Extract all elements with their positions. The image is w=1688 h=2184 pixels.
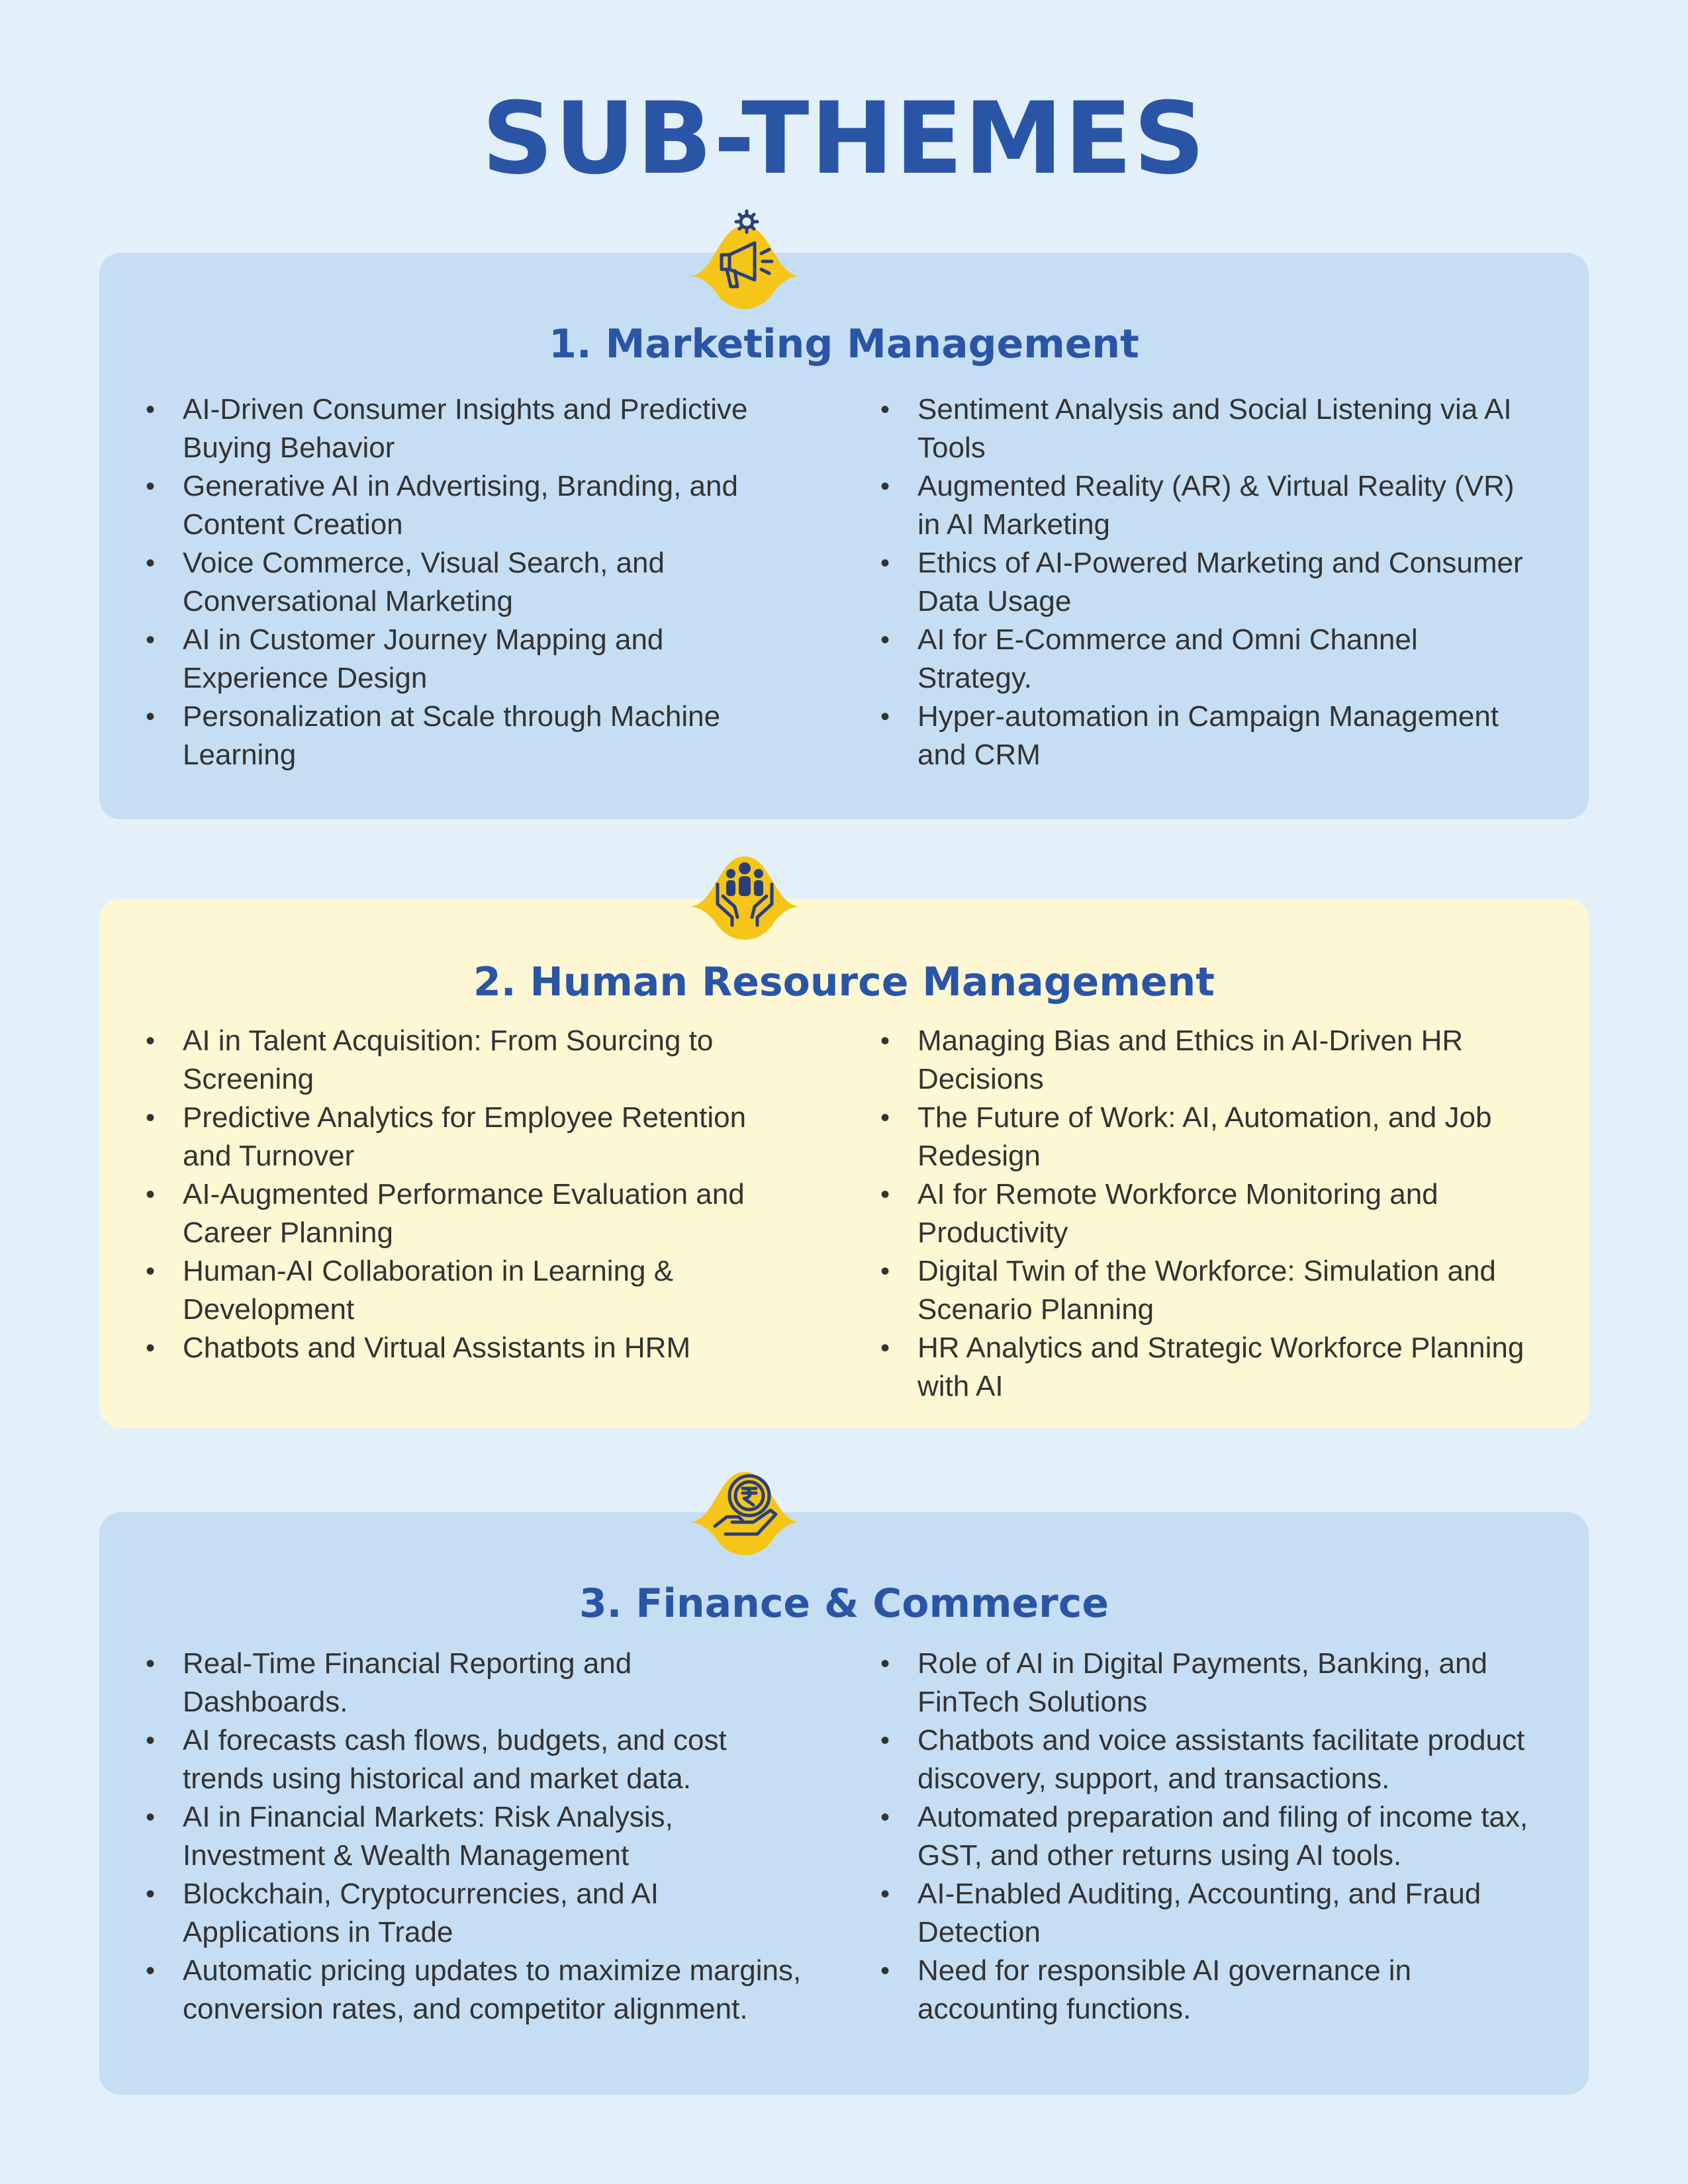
people-in-hands-icon [688, 833, 801, 945]
list-item: • AI in Customer Journey Mapping and Experience Design [140, 621, 802, 698]
list-item: • Hyper-automation in Campaign Management and CRM [875, 698, 1537, 774]
list-item: • AI-Augmented Performance Evaluation and Career Planning [140, 1175, 802, 1252]
list-item: • AI for E-Commerce and Omni Channel Strategy. [875, 621, 1537, 698]
section-list-left [140, 1645, 802, 2028]
list-item: • Augmented Reality (AR) & Virtual Reality (VR) in AI Marketing [875, 467, 1537, 544]
list-item: • Automatic pricing updates to maximize margins, conversion rates, and competitor alignment. [140, 1952, 802, 2028]
section-list-right [875, 390, 1537, 774]
section-card-marketing [99, 253, 1589, 819]
list-item: • AI for Remote Workforce Monitoring and Productivity [875, 1175, 1537, 1252]
list-item: • Ethics of AI-Powered Marketing and Consumer Data Usage [875, 544, 1537, 621]
list-item: • Personalization at Scale through Machine Learning [140, 698, 802, 774]
list-item: • The Future of Work: AI, Automation, and Job Redesign [875, 1099, 1537, 1175]
section-title: 1. Marketing Management [549, 321, 1139, 367]
list-item: • Human-AI Collaboration in Learning & Development [140, 1252, 802, 1329]
list-item: • Chatbots and Virtual Assistants in HRM [140, 1329, 802, 1367]
page-title: SUB-THEMES [481, 81, 1207, 197]
list-item: • Real-Time Financial Reporting and Dashboards. [140, 1645, 802, 1721]
section-list-left [140, 390, 802, 774]
list-item: • AI in Financial Markets: Risk Analysis, Investment & Wealth Management [140, 1798, 802, 1875]
list-item: • Managing Bias and Ethics in AI-Driven HR Decisions [875, 1022, 1537, 1099]
section-title: 2. Human Resource Management [473, 959, 1215, 1005]
section-list-right [875, 1022, 1537, 1406]
list-item: • Automated preparation and filing of income tax, GST, and other returns using AI tools. [875, 1798, 1537, 1875]
list-item: • AI-Enabled Auditing, Accounting, and Fraud Detection [875, 1875, 1537, 1952]
list-item: • Role of AI in Digital Payments, Banking, and FinTech Solutions [875, 1645, 1537, 1721]
section-list-left [140, 1022, 802, 1367]
list-item: • Chatbots and voice assistants facilitate product discovery, support, and transactions. [875, 1721, 1537, 1798]
list-item: • AI in Talent Acquisition: From Sourcing to Screening [140, 1022, 802, 1099]
section-list-right [875, 1645, 1537, 2028]
list-item: • AI forecasts cash flows, budgets, and cost trends using historical and market data. [140, 1721, 802, 1798]
list-item: • Blockchain, Cryptocurrencies, and AI Applications in Trade [140, 1875, 802, 1952]
rupee-coin-hand-icon [688, 1448, 801, 1561]
list-item: • HR Analytics and Strategic Workforce Planning with AI [875, 1329, 1537, 1406]
list-item: • Generative AI in Advertising, Branding, and Content Creation [140, 467, 802, 544]
list-item: • Need for responsible AI governance in accounting functions. [875, 1952, 1537, 2028]
list-item: • AI-Driven Consumer Insights and Predictive Buying Behavior [140, 390, 802, 467]
section-card-hrm [99, 899, 1589, 1428]
list-item: • Voice Commerce, Visual Search, and Conversational Marketing [140, 544, 802, 621]
section-card-finance [99, 1512, 1589, 2095]
section-title: 3. Finance & Commerce [579, 1580, 1109, 1627]
list-item: • Predictive Analytics for Employee Retention and Turnover [140, 1099, 802, 1175]
megaphone-gear-icon [688, 202, 801, 314]
list-item: • Digital Twin of the Workforce: Simulation and Scenario Planning [875, 1252, 1537, 1329]
list-item: • Sentiment Analysis and Social Listening via AI Tools [875, 390, 1537, 467]
